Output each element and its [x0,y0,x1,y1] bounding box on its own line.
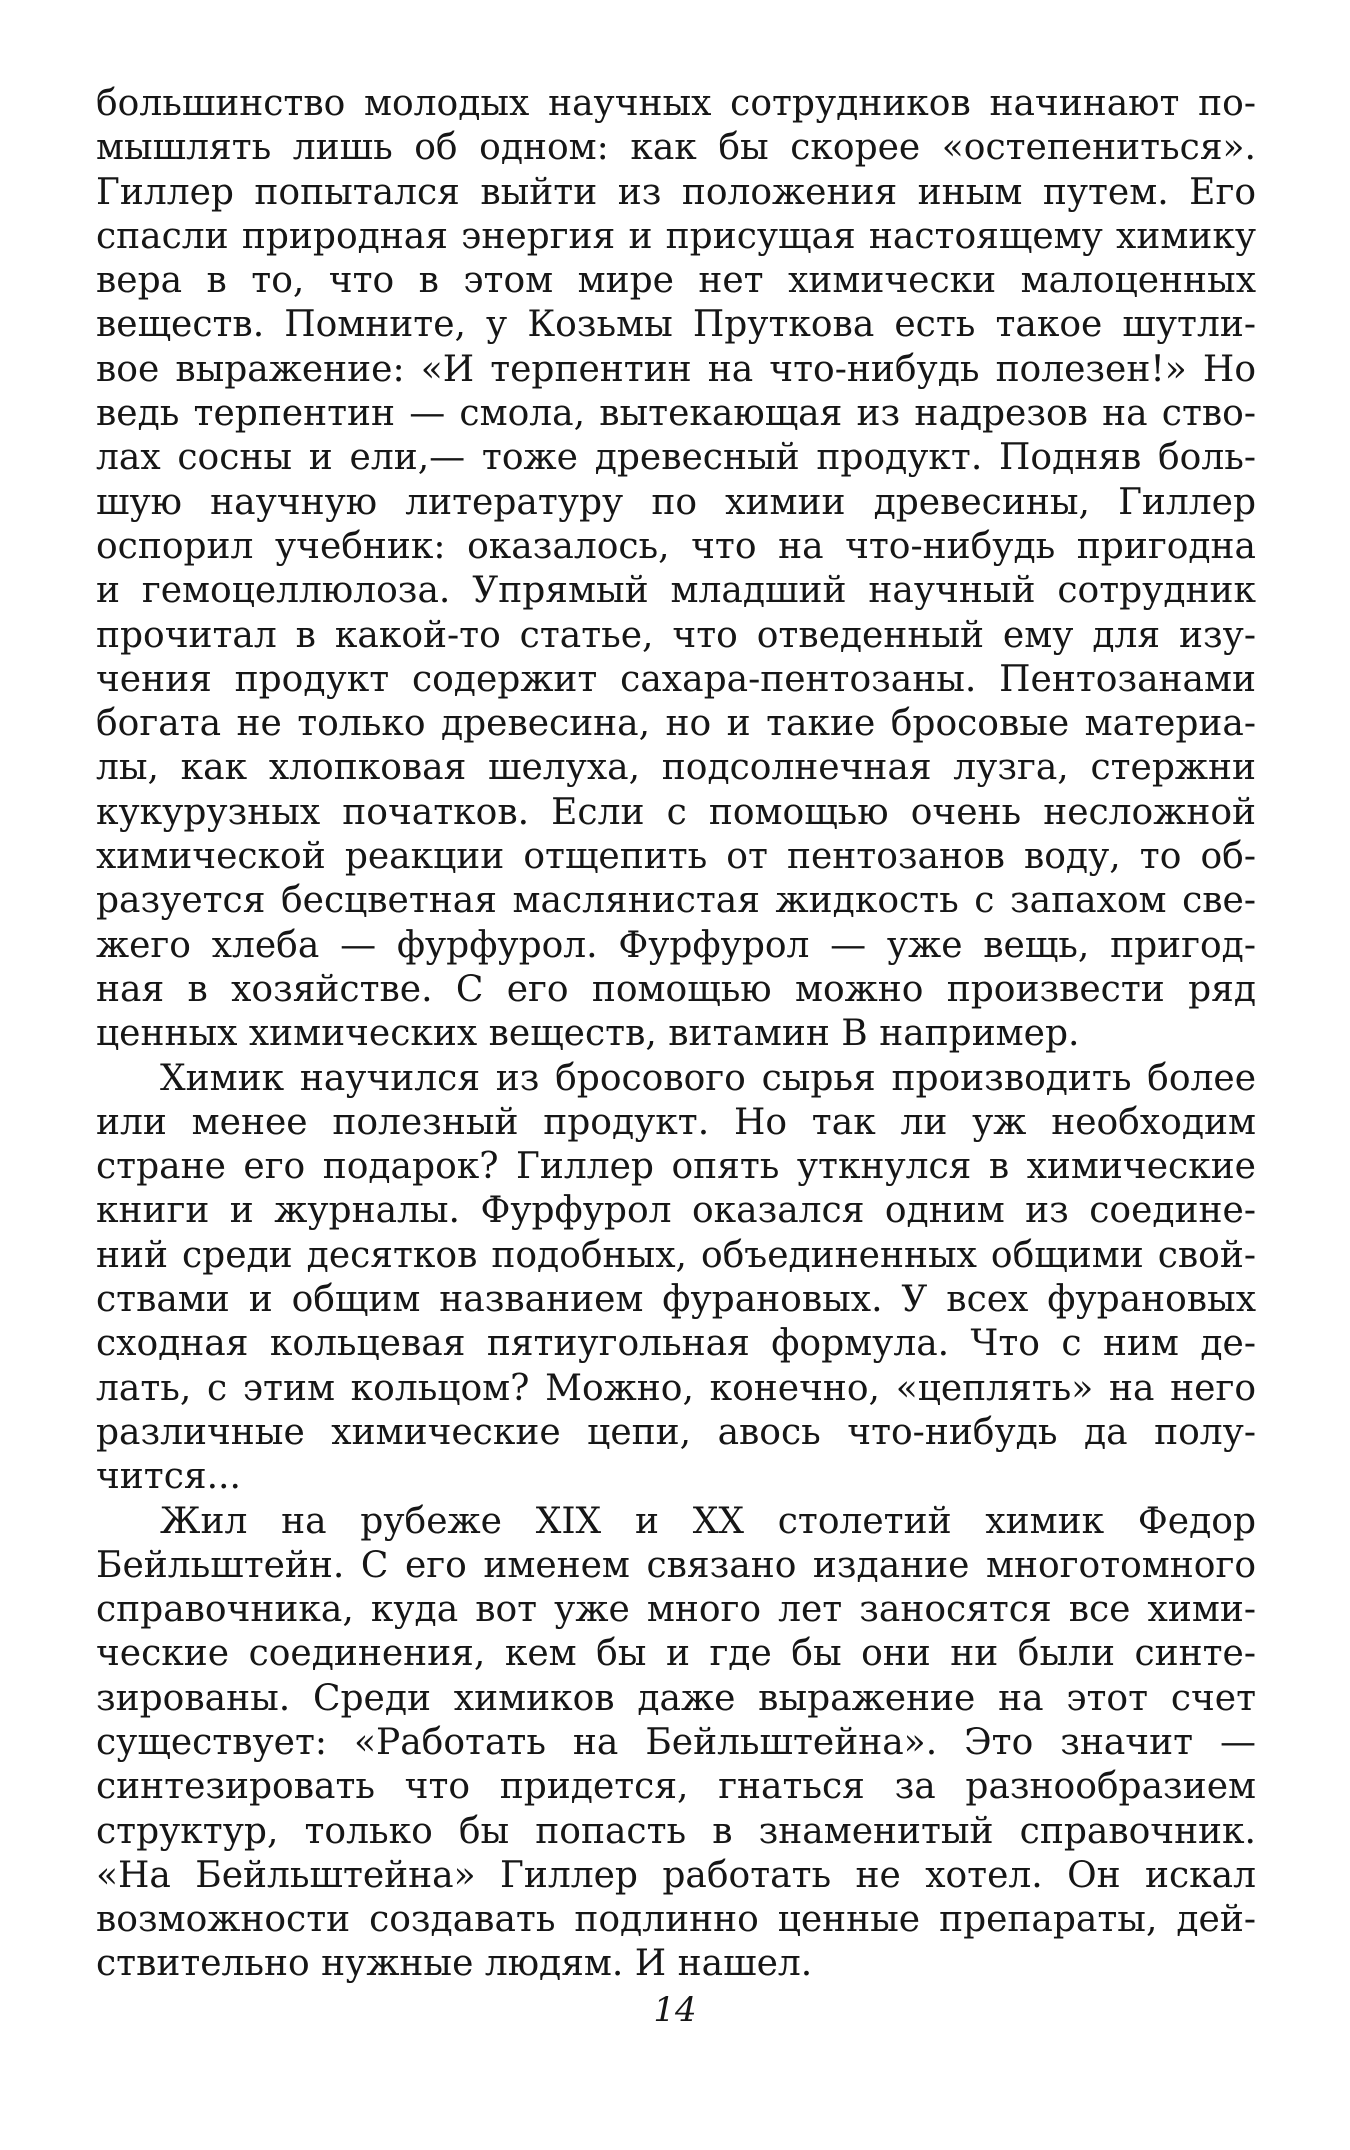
paragraph [96,1500,1256,1987]
text-line: вера в то, что в этом мире нет химически малоценных [96,260,1256,302]
text-line: лы, как хлопковая шелуха, подсолнечная лузга, стержни [96,747,1256,789]
text-line: ческие соединения, кем бы и где бы они ни были синте- [96,1633,1256,1675]
text-line: ведь терпентин — смола, вытекающая из надрезов на ство- [96,393,1256,435]
text-line: или менее полезный продукт. Но так ли уж необходим [96,1101,1256,1143]
page-number: 14 [653,1990,697,2030]
text-line: оспорил учебник: оказалось, что на что-нибудь пригодна [96,525,1256,567]
text-line: ствительно нужные людям. И нашел. [96,1943,813,1985]
text-line: сходная кольцевая пятиугольная формула. Что с ним де- [96,1323,1256,1365]
text-line: ценных химических веществ, витамин В например. [96,1013,1080,1055]
text-line: чения продукт содержит сахара-пентозаны. Пентозанами [96,658,1256,700]
text-line: «На Бейльштейна» Гиллер работать не хотел. Он искал [96,1854,1256,1896]
text-line: шую научную литературу по химии древесины, Гиллер [96,481,1256,523]
text-line: большинство молодых научных сотрудников начинают по- [96,83,1256,124]
text-line: лах сосны и ели,— тоже древесный продукт. Подняв боль- [96,437,1256,479]
body-text [96,82,1256,1987]
text-line: жего хлеба — фурфурол. Фурфурол — уже вещь, пригод- [96,924,1256,966]
text-line: синтезировать что придется, гнаться за разнообразием [96,1766,1256,1808]
paragraph [96,1057,1256,1500]
text-line: мышлять лишь об одном: как бы скорее «остепениться». [96,127,1256,169]
text-line: спасли природная энергия и присущая настоящему химику [96,215,1256,257]
text-line: кукурузных початков. Если с помощью очень несложной [96,791,1256,833]
text-line: богата не только древесина, но и такие бросовые материа- [96,703,1256,745]
text-line: веществ. Помните, у Козьмы Пруткова есть такое шутли- [96,304,1256,346]
text-line: структур, только бы попасть в знаменитый справочник. [96,1810,1256,1852]
text-line: зированы. Среди химиков даже выражение на этот счет [96,1677,1256,1719]
text-line: Химик научился из бросового сырья производить более [160,1057,1256,1099]
text-line: ствами и общим названием фурановых. У всех фурановых [96,1279,1256,1321]
text-line: возможности создавать подлинно ценные препараты, дей- [96,1899,1256,1941]
text-line: стране его подарок? Гиллер опять уткнулся в химические [96,1146,1256,1188]
text-line: ний среди десятков подобных, объединенных общими свой- [96,1234,1256,1276]
text-line: различные химические цепи, авось что-нибудь да полу- [96,1411,1256,1453]
text-line: прочитал в какой-то статье, что отведенный ему для изу- [96,614,1256,656]
text-line: книги и журналы. Фурфурол оказался одним из соедине- [96,1190,1256,1232]
text-line: справочника, куда вот уже много лет заносятся все хими- [96,1589,1256,1631]
text-line: лать, с этим кольцом? Можно, конечно, «цеплять» на него [96,1367,1256,1409]
text-line: вое выражение: «И терпентин на что-нибудь полезен!» Но [96,348,1256,390]
text-line: Бейльштейн. С его именем связано издание многотомного [96,1544,1256,1586]
text-line: Жил на рубеже XIX и XX столетий химик Федор [160,1500,1256,1542]
text-line: ная в хозяйстве. С его помощью можно произвести ряд [96,968,1256,1010]
text-line: чится... [96,1456,241,1498]
text-line: разуется бесцветная маслянистая жидкость с запахом све- [96,880,1256,922]
paragraph [96,82,1256,1057]
text-line: существует: «Работать на Бейльштейна». Это значит — [96,1721,1256,1763]
text-line: и гемоцеллюлоза. Упрямый младший научный сотрудник [96,570,1256,612]
text-line: Гиллер попытался выйти из положения иным путем. Его [96,171,1256,213]
text-line: химической реакции отщепить от пентозанов воду, то об- [96,836,1256,878]
